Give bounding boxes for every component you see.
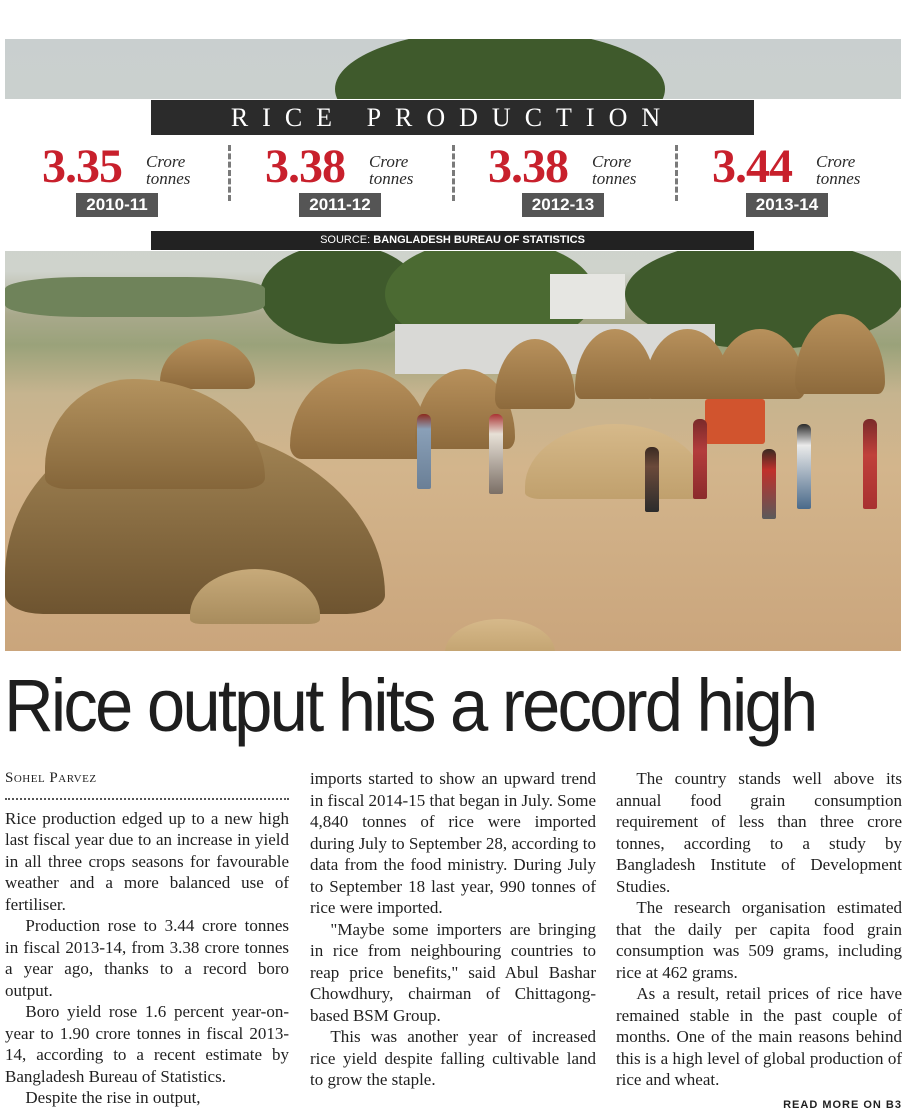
stat-year: 2010-11: [76, 193, 158, 217]
paragraph: As a result, retail prices of rice have remained stable in the past couple of months. One of the main reasons behind this is a high level of global production of rice and wheat.: [616, 983, 902, 1091]
paragraph: Rice production edged up to a new high last fiscal year due to an increase in yield in all three crops seasons for favourable weather and a more balanced use of fertiliser.: [5, 808, 289, 916]
stat-unit: Crore tonnes: [592, 153, 636, 187]
stat-2010-11: [42, 143, 242, 223]
article-column-1: [5, 768, 289, 1109]
stat-year: 2012-13: [522, 193, 604, 217]
stat-unit: Crore tonnes: [369, 153, 413, 187]
stat-value: 3.38: [265, 143, 345, 191]
stat-2011-12: [265, 143, 465, 223]
paragraph: Production rose to 3.44 crore tonnes in fiscal 2013-14, from 3.38 crore tonnes a year ago, thanks to a record boro output.: [5, 915, 289, 1001]
article-column-2: [310, 768, 596, 1091]
byline-divider: [5, 798, 289, 800]
stat-unit: Crore tonnes: [816, 153, 860, 187]
divider: [452, 145, 455, 201]
divider: [675, 145, 678, 201]
infographic-title: RICE PRODUCTION: [151, 100, 754, 135]
stat-value: 3.44: [712, 143, 792, 191]
stat-value: 3.35: [42, 143, 122, 191]
stat-2013-14: [712, 143, 912, 223]
paragraph: The country stands well above its annual food grain consumption requirement of less than three crore tonnes, according to a study by Bangladesh Institute of Development Studies.: [616, 768, 902, 897]
paragraph: Boro yield rose 1.6 percent year-on-year to 1.90 crore tonnes in fiscal 2013-14, according to a recent estimate by Bangladesh Bureau of Statistics.: [5, 1001, 289, 1087]
stat-year: 2011-12: [299, 193, 381, 217]
headline: Rice output hits a record high: [4, 656, 841, 756]
read-more-link[interactable]: READ MORE ON B3: [616, 1095, 902, 1116]
paragraph: imports started to show an upward trend in fiscal 2014-15 that began in July. Some 4,840 tonnes of rice were imported during July to September 28, according to data from the food ministry. During July to September 18 last year, 990 tonnes of rice were imported.: [310, 768, 596, 919]
source-credit: SOURCE: BANGLADESH BUREAU OF STATISTICS: [151, 231, 754, 250]
rice-production-infographic: [5, 99, 901, 251]
byline: Sohel Parvez: [5, 768, 289, 790]
stat-2012-13: [488, 143, 688, 223]
paragraph: Despite the rise in output,: [5, 1087, 289, 1109]
paragraph: The research organisation estimated that the daily per capita food grain consumption was 509 grams, including rice at 462 grams.: [616, 897, 902, 983]
stat-year: 2013-14: [746, 193, 828, 217]
article-column-3: [616, 768, 902, 1116]
stat-value: 3.38: [488, 143, 568, 191]
stat-unit: Crore tonnes: [146, 153, 190, 187]
paragraph: "Maybe some importers are bringing in rice from neighbouring countries to reap price benefits," said Abul Bashar Chowdhury, chairman of Chittagong-based BSM Group.: [310, 919, 596, 1027]
divider: [228, 145, 231, 201]
paragraph: This was another year of increased rice yield despite falling cultivable land to grow the staple.: [310, 1026, 596, 1091]
